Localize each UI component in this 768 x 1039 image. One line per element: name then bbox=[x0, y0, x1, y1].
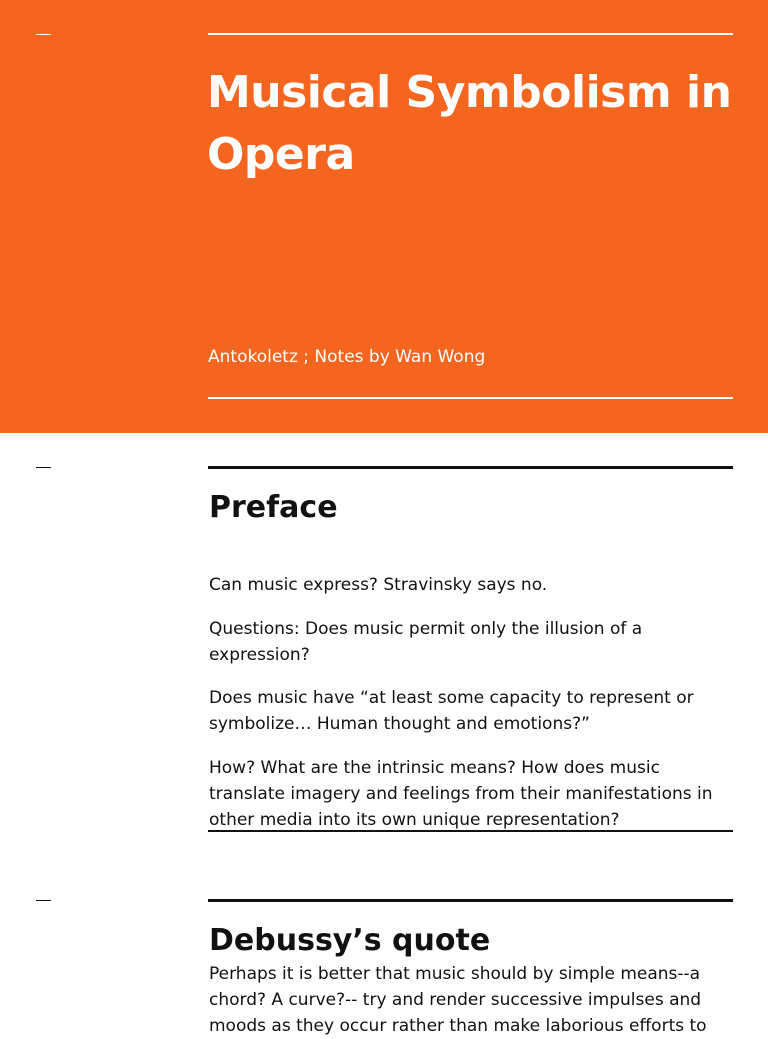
section-heading: Preface bbox=[209, 490, 338, 525]
slide-marker-dash bbox=[36, 900, 51, 901]
body-paragraph: Perhaps it is better that music should by simple means--a chord? A curve?-- try and render successive impulses and moods as they occur rather than make laborious efforts to bbox=[209, 964, 707, 1036]
section-heading: Debussy’s quote bbox=[209, 923, 491, 958]
body-paragraph: Can music express? Stravinsky says no. bbox=[209, 575, 548, 595]
top-rule bbox=[208, 33, 733, 35]
body-paragraph: How? What are the intrinsic means? How does music translate imagery and feelings from their manifestations in other media into its own unique representation? bbox=[209, 758, 713, 830]
top-rule bbox=[208, 466, 733, 469]
body-paragraph: Questions: Does music permit only the illusion of a expression? bbox=[209, 619, 643, 665]
deck-title: Musical Symbolism in Opera bbox=[207, 67, 732, 180]
deck-subtitle: Antokoletz ; Notes by Wan Wong bbox=[208, 347, 486, 367]
slide-marker-dash bbox=[36, 467, 51, 468]
bottom-rule bbox=[208, 830, 733, 832]
title-slide bbox=[0, 0, 768, 433]
top-rule bbox=[208, 899, 733, 902]
preface-slide bbox=[0, 433, 768, 867]
debussy-quote-slide bbox=[0, 867, 768, 1036]
bottom-rule bbox=[208, 397, 733, 399]
slide-marker-dash bbox=[36, 34, 51, 35]
body-paragraph: Does music have “at least some capacity to represent or symbolize… Human thought and emotions?” bbox=[209, 688, 694, 734]
